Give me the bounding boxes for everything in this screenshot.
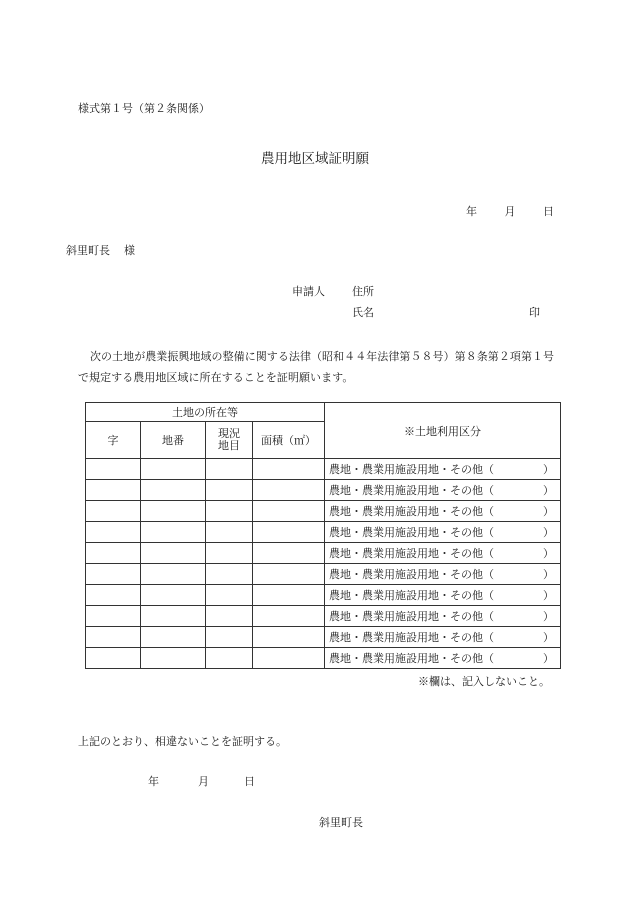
chiban-cell[interactable] xyxy=(141,459,206,480)
chiban-cell[interactable] xyxy=(141,627,206,648)
addressee xyxy=(66,245,135,256)
area-cell[interactable] xyxy=(253,480,325,501)
usage-options: 農地・農業用施設用地・その他（ xyxy=(329,652,494,665)
addressee-honorific: 様 xyxy=(124,244,135,257)
chiban-cell[interactable] xyxy=(141,564,206,585)
chiban-cell[interactable] xyxy=(141,585,206,606)
usage-options: 農地・農業用施設用地・その他（ xyxy=(329,610,494,623)
date-day-label: 日 xyxy=(543,205,554,218)
area-cell[interactable] xyxy=(253,522,325,543)
area-cell[interactable] xyxy=(253,543,325,564)
aza-cell[interactable] xyxy=(86,585,141,606)
certification-date xyxy=(148,776,255,787)
document-title: 農用地区域証明願 xyxy=(261,151,369,167)
chiban-cell[interactable] xyxy=(141,543,206,564)
land-usage-cell xyxy=(325,606,561,627)
date-month-label: 月 xyxy=(504,205,516,218)
aza-cell[interactable] xyxy=(86,501,141,522)
form-number: 様式第１号（第２条関係） xyxy=(78,102,210,115)
current-category-cell[interactable] xyxy=(206,459,253,480)
current-category-cell[interactable] xyxy=(206,564,253,585)
area-cell[interactable] xyxy=(253,648,325,669)
usage-close-paren: ） xyxy=(543,568,554,581)
aza-header: 字 xyxy=(86,422,141,459)
table-row xyxy=(86,564,561,585)
usage-options: 農地・農業用施設用地・その他（ xyxy=(329,568,494,581)
table-row xyxy=(86,522,561,543)
aza-cell[interactable] xyxy=(86,564,141,585)
usage-options: 農地・農業用施設用地・その他（ xyxy=(329,463,494,476)
current-category-cell[interactable] xyxy=(206,501,253,522)
land-usage-cell xyxy=(325,480,561,501)
land-usage-cell xyxy=(325,543,561,564)
table-row xyxy=(86,648,561,669)
usage-close-paren: ） xyxy=(543,547,554,560)
usage-close-paren: ） xyxy=(543,631,554,644)
land-usage-cell xyxy=(325,501,561,522)
land-usage-cell xyxy=(325,648,561,669)
aza-cell[interactable] xyxy=(86,543,141,564)
usage-close-paren: ） xyxy=(543,484,554,497)
area-cell[interactable] xyxy=(253,564,325,585)
usage-options: 農地・農業用施設用地・その他（ xyxy=(329,631,494,644)
table-row xyxy=(86,459,561,480)
current-category-cell[interactable] xyxy=(206,543,253,564)
table-row xyxy=(86,480,561,501)
area-cell[interactable] xyxy=(253,585,325,606)
application-date xyxy=(466,206,554,217)
aza-cell[interactable] xyxy=(86,606,141,627)
seal-label: 印 xyxy=(529,306,540,319)
area-cell[interactable] xyxy=(253,501,325,522)
usage-options: 農地・農業用施設用地・その他（ xyxy=(329,526,494,539)
land-usage-cell xyxy=(325,627,561,648)
area-cell[interactable] xyxy=(253,606,325,627)
land-table-body xyxy=(86,459,561,669)
request-body-text: 次の土地が農業振興地域の整備に関する法律（昭和４４年法律第５８号）第８条第２項第１号で規定する農用地区域に所在することを証明願います。 xyxy=(78,350,555,384)
cert-year-label: 年 xyxy=(148,775,159,788)
current-category-line1: 現況 xyxy=(218,427,240,440)
usage-close-paren: ） xyxy=(543,610,554,623)
usage-close-paren: ） xyxy=(543,589,554,602)
cert-day-label: 日 xyxy=(244,775,255,788)
chiban-cell[interactable] xyxy=(141,606,206,627)
cert-month-label: 月 xyxy=(198,775,209,788)
usage-options: 農地・農業用施設用地・その他（ xyxy=(329,589,494,602)
aza-cell[interactable] xyxy=(86,480,141,501)
applicant-label: 申請人 xyxy=(292,285,325,298)
certifying-authority: 斜里町長 xyxy=(319,816,363,829)
chiban-cell[interactable] xyxy=(141,501,206,522)
land-location-header: 土地の所在等 xyxy=(86,403,325,422)
table-row xyxy=(86,606,561,627)
current-category-cell[interactable] xyxy=(206,480,253,501)
chiban-cell[interactable] xyxy=(141,522,206,543)
date-year-label: 年 xyxy=(466,205,477,218)
addressee-name: 斜里町長 xyxy=(66,244,110,257)
usage-close-paren: ） xyxy=(543,505,554,518)
usage-close-paren: ） xyxy=(543,652,554,665)
land-usage-cell xyxy=(325,522,561,543)
area-cell[interactable] xyxy=(253,459,325,480)
current-category-cell[interactable] xyxy=(206,606,253,627)
table-row xyxy=(86,501,561,522)
usage-options: 農地・農業用施設用地・その他（ xyxy=(329,547,494,560)
aza-cell[interactable] xyxy=(86,522,141,543)
current-category-cell[interactable] xyxy=(206,627,253,648)
certification-text: 上記のとおり、相違ないことを証明する。 xyxy=(78,735,287,748)
table-row xyxy=(86,627,561,648)
land-usage-header: ※土地利用区分 xyxy=(325,403,561,459)
table-row xyxy=(86,543,561,564)
chiban-cell[interactable] xyxy=(141,480,206,501)
current-category-cell[interactable] xyxy=(206,648,253,669)
aza-cell[interactable] xyxy=(86,648,141,669)
usage-options: 農地・農業用施設用地・その他（ xyxy=(329,505,494,518)
applicant-address-label: 住所 xyxy=(352,285,374,298)
land-usage-cell xyxy=(325,459,561,480)
current-category-line2: 地目 xyxy=(218,439,240,452)
land-usage-cell xyxy=(325,564,561,585)
usage-close-paren: ） xyxy=(543,526,554,539)
table-row xyxy=(86,585,561,606)
area-header: 面積（㎡） xyxy=(253,422,325,459)
current-category-cell[interactable] xyxy=(206,585,253,606)
table-note: ※欄は、記入しないこと。 xyxy=(418,675,550,688)
aza-cell[interactable] xyxy=(86,459,141,480)
current-category-header xyxy=(206,422,253,459)
land-usage-cell xyxy=(325,585,561,606)
chiban-cell[interactable] xyxy=(141,648,206,669)
applicant-name-label: 氏名 xyxy=(352,306,374,319)
land-table xyxy=(85,402,561,669)
aza-cell[interactable] xyxy=(86,627,141,648)
usage-close-paren: ） xyxy=(543,463,554,476)
usage-options: 農地・農業用施設用地・その他（ xyxy=(329,484,494,497)
area-cell[interactable] xyxy=(253,627,325,648)
chiban-header: 地番 xyxy=(141,422,206,459)
current-category-cell[interactable] xyxy=(206,522,253,543)
